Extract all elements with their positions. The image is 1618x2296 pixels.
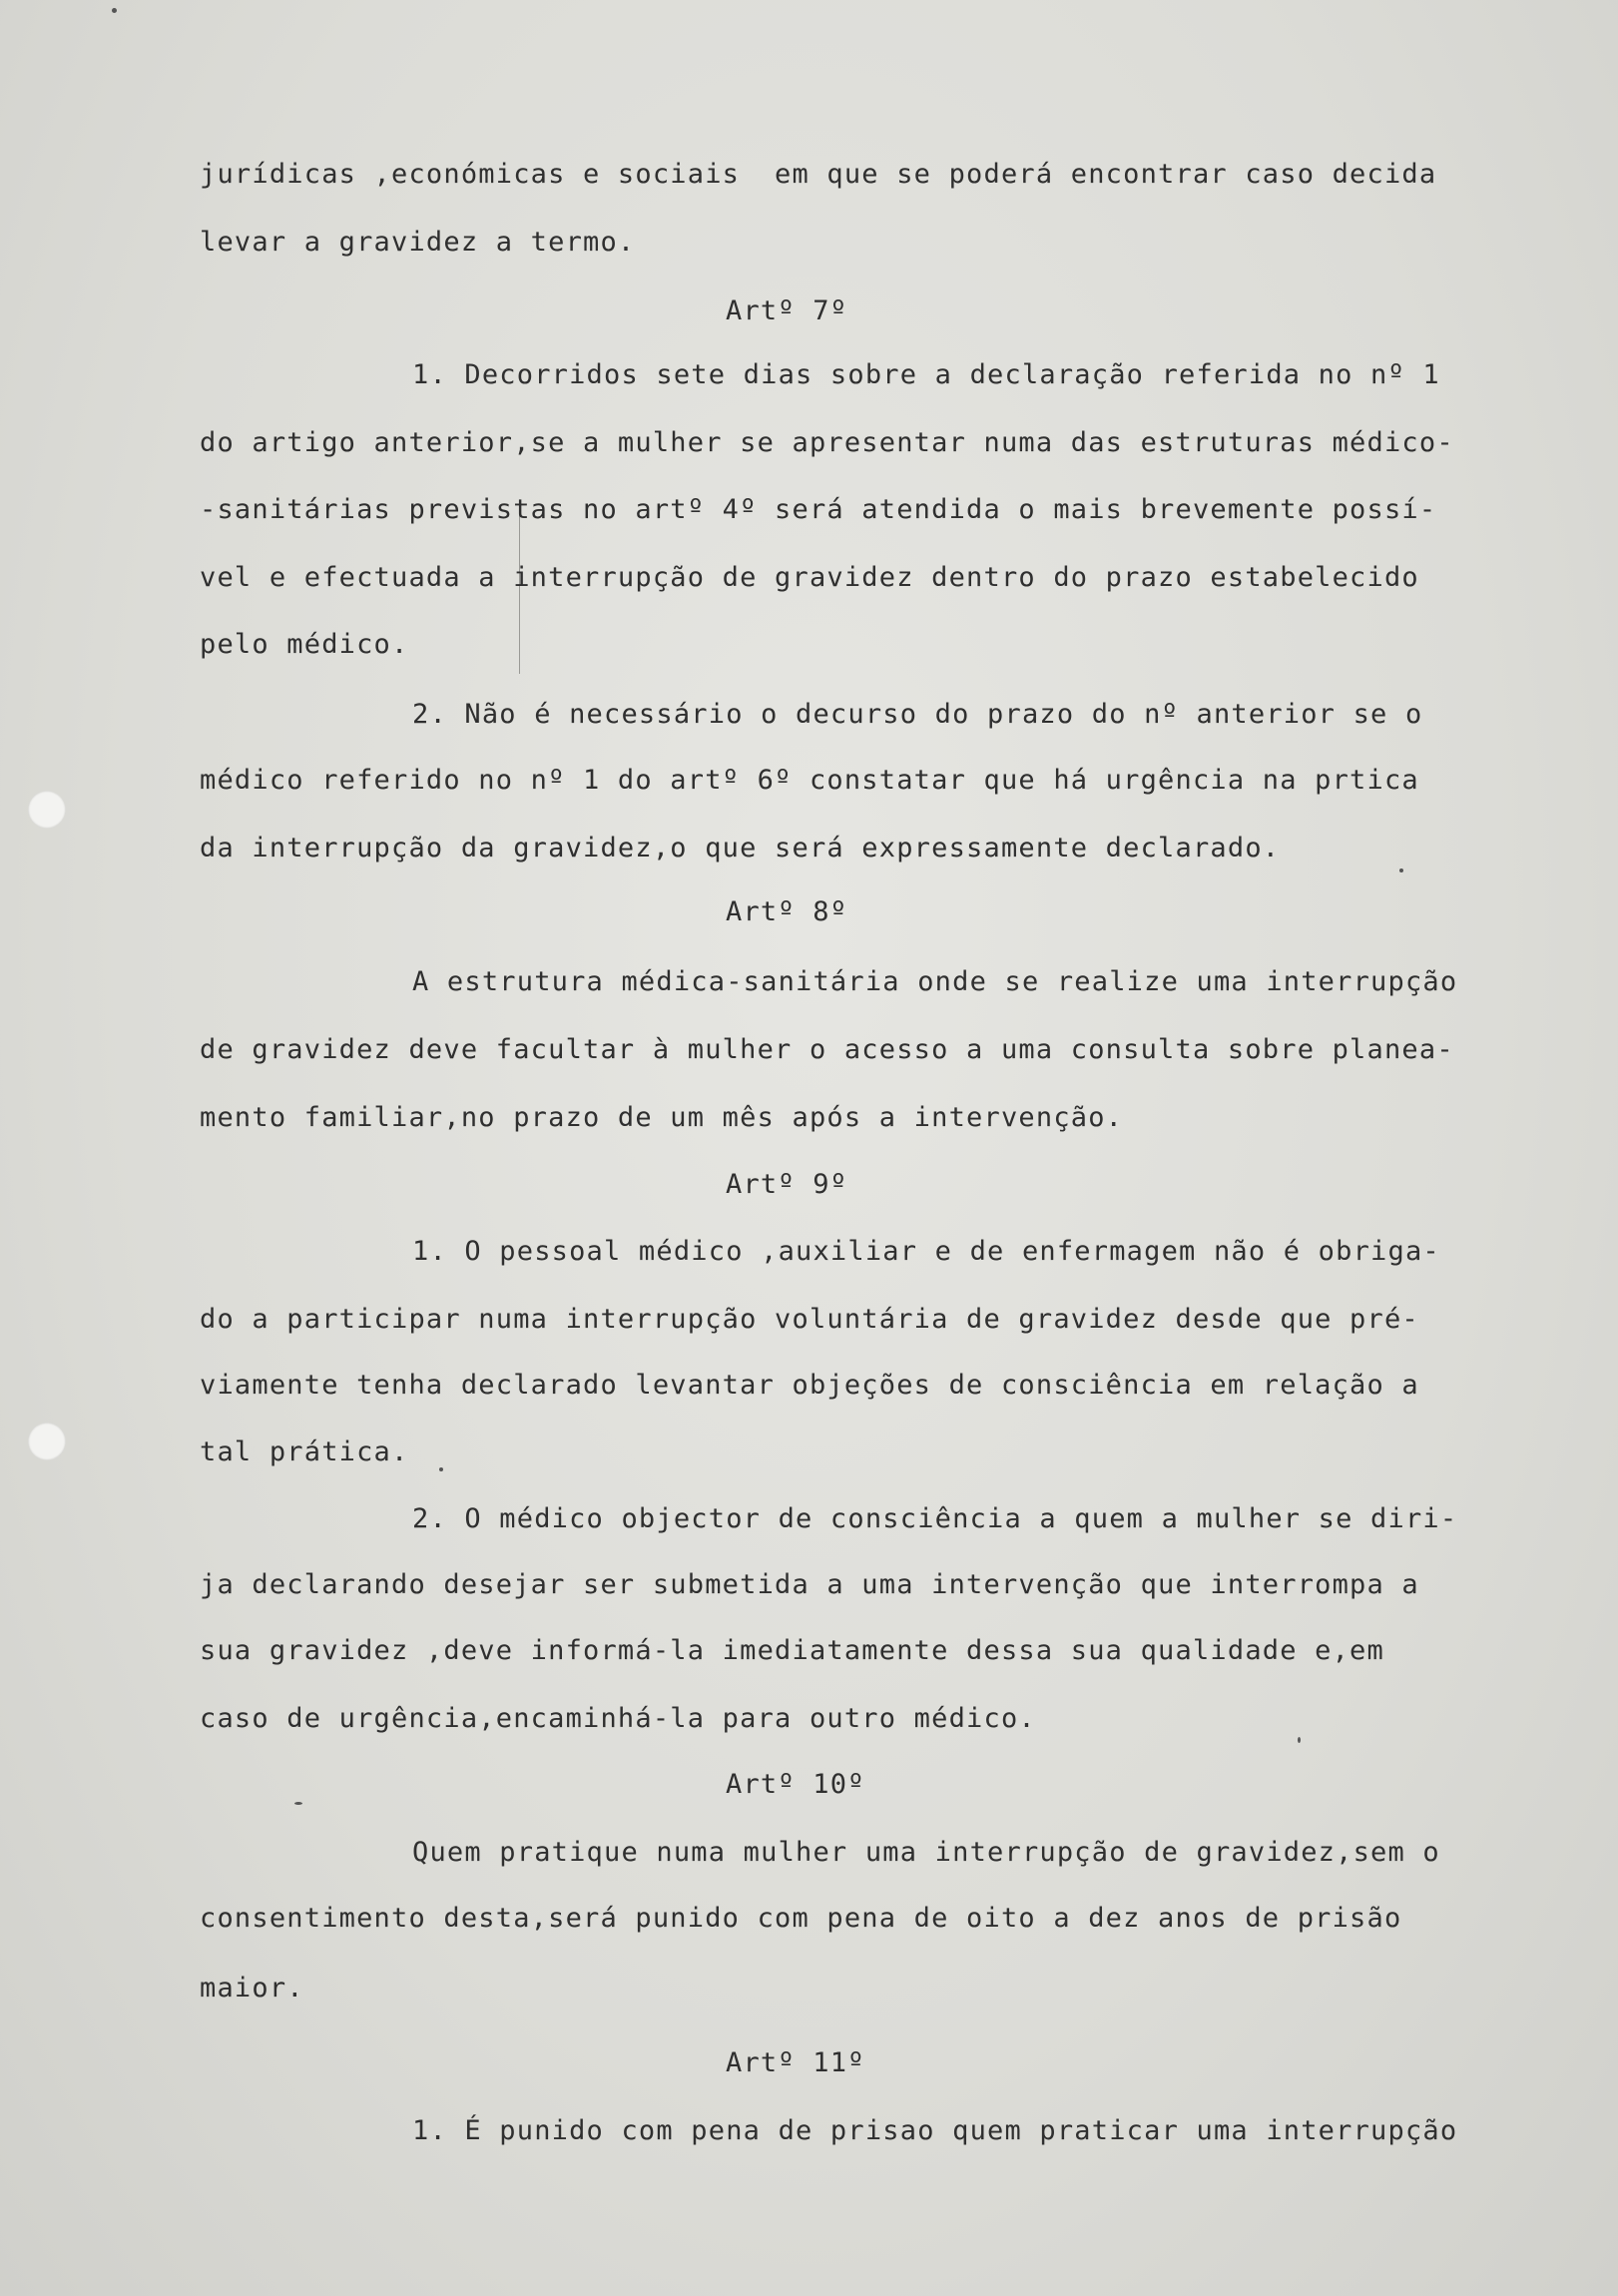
body-text-line: sua gravidez ,deve informá-la imediatamente dessa sua qualidade e,em — [200, 1635, 1384, 1666]
punch-hole — [28, 791, 66, 829]
article-heading: Artº 9º — [726, 1169, 848, 1200]
speck — [112, 8, 117, 13]
body-text-line: 1. O pessoal médico ,auxiliar e de enfermagem não é obriga- — [412, 1236, 1440, 1267]
body-text-line: do a participar numa interrupção voluntária de gravidez desde que pré- — [200, 1304, 1419, 1335]
article-heading: Artº 7º — [726, 295, 848, 326]
body-text-line: de gravidez deve facultar à mulher o acesso a uma consulta sobre planea- — [200, 1034, 1454, 1065]
body-text-line: 1. Decorridos sete dias sobre a declaração referida no nº 1 — [412, 359, 1440, 390]
body-text-line: viamente tenha declarado levantar objeções de consciência em relação a — [200, 1370, 1419, 1401]
body-text-line: mento familiar,no prazo de um mês após a intervenção. — [200, 1102, 1124, 1133]
speck — [439, 1467, 443, 1471]
body-text-line: médico referido no nº 1 do artº 6º constatar que há urgência na prtica — [200, 765, 1419, 796]
body-text-line: caso de urgência,encaminhá-la para outro médico. — [200, 1703, 1036, 1734]
body-text-line: -sanitárias previstas no artº 4º será atendida o mais brevemente possí- — [200, 494, 1437, 525]
article-heading: Artº 8º — [726, 896, 848, 927]
body-text-line: A estrutura médica-sanitária onde se realize uma interrupção — [412, 966, 1458, 997]
body-text-line: 2. O médico objector de consciência a quem a mulher se diri- — [412, 1503, 1458, 1534]
speck — [294, 1802, 302, 1805]
body-text-line: da interrupção da gravidez,o que será expressamente declarado. — [200, 833, 1281, 863]
body-text-line: 2. Não é necessário o decurso do prazo do nº anterior se o — [412, 699, 1423, 730]
speck — [1399, 868, 1403, 872]
body-text-line: pelo médico. — [200, 629, 409, 660]
body-text-line: 1. É punido com pena de prisao quem praticar uma interrupção — [412, 2115, 1458, 2146]
body-text-line: ja declarando desejar ser submetida a uma intervenção que interrompa a — [200, 1569, 1419, 1600]
body-text-line: do artigo anterior,se a mulher se apresentar numa das estruturas médico- — [200, 427, 1454, 458]
body-text-line: vel e efectuada a interrupção de gravidez dentro do prazo estabelecido — [200, 562, 1419, 593]
body-text-line: consentimento desta,será punido com pena de oito a dez anos de prisão — [200, 1903, 1402, 1934]
speck — [1298, 1737, 1301, 1743]
article-heading: Artº 10º — [726, 1769, 865, 1800]
body-text-line: Quem pratique numa mulher uma interrupção de gravidez,sem o — [412, 1837, 1440, 1868]
punch-hole — [28, 1423, 66, 1460]
article-heading: Artº 11º — [726, 2047, 865, 2078]
body-text-line: maior. — [200, 1973, 304, 2004]
body-text-line: tal prática. — [200, 1436, 409, 1467]
body-text-line: jurídicas ,económicas e sociais em que se poderá encontrar caso decida — [200, 159, 1437, 190]
body-text-line: levar a gravidez a termo. — [200, 227, 636, 258]
